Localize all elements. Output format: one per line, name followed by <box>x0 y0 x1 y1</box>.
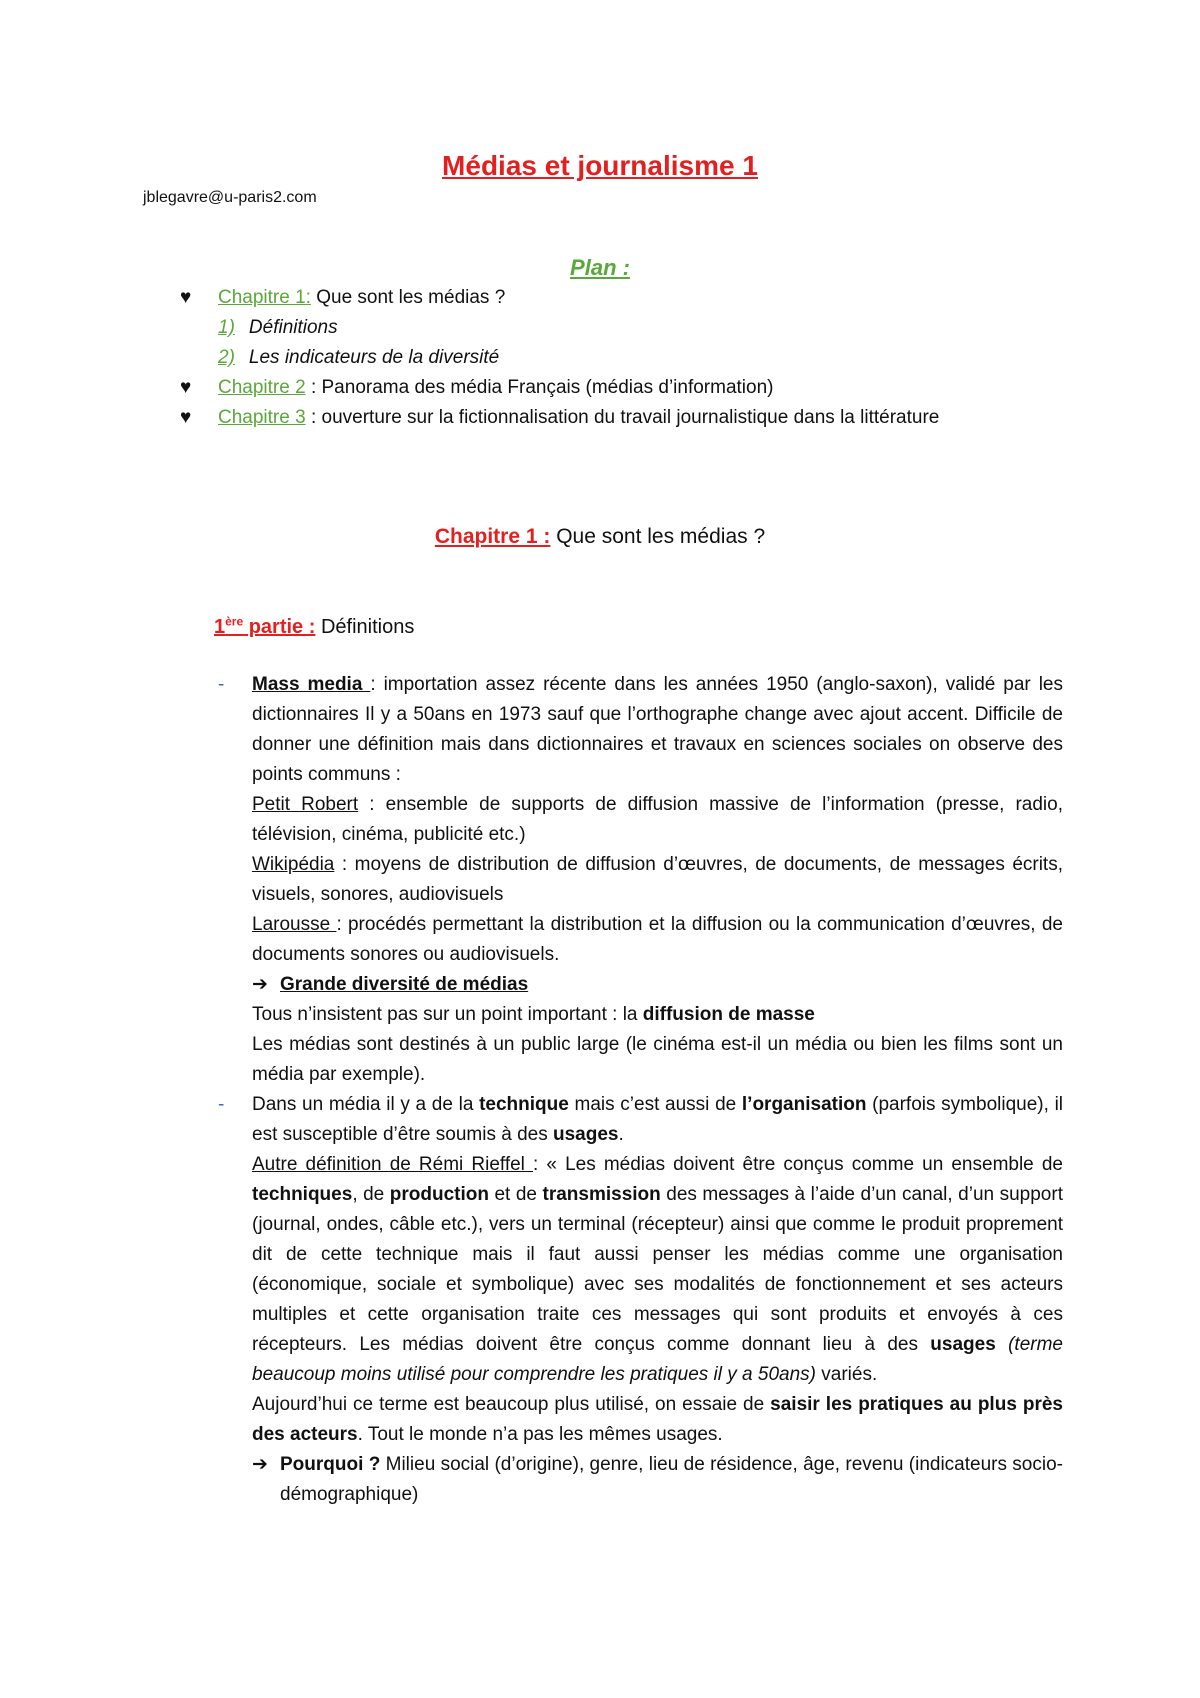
paragraph: Tous n’insistent pas sur un point important : la diffusion de masse <box>252 1004 815 1025</box>
toc-chapter-text: : Panorama des média Français (médias d’information) <box>305 377 774 398</box>
toc-sub-number: 1) <box>218 317 235 338</box>
table-of-contents <box>180 283 1100 433</box>
document-title: Médias et journalisme 1 <box>442 150 758 181</box>
toc-sub-item <box>180 313 1100 343</box>
paragraph: Wikipédia : moyens de distribution de diffusion d’œuvres, de documents, de messages écrits, visuels, sonores, audiovisuels <box>252 854 1063 905</box>
plan-heading: Plan : <box>570 255 630 280</box>
paragraph: Pourquoi ? Milieu social (d’origine), genre, lieu de résidence, âge, revenu (indicateurs socio-démographique) <box>280 1454 1063 1505</box>
chapter-label: Chapitre 1 : <box>434 525 551 548</box>
paragraph: Mass media : importation assez récente dans les années 1950 (anglo-saxon), validé par les dictionnaires Il y a 50ans en 1973 sauf que l’orthographe change avec ajout accent. Difficile de donner une définition mais dans dictionnaires et travaux en sciences sociales on observe des points communs : <box>252 674 1063 785</box>
part-1-heading <box>214 612 414 642</box>
toc-chapter-1 <box>180 283 1100 313</box>
arrow-right-icon: ➔ <box>252 974 268 995</box>
dash-bullet-icon: - <box>218 1094 225 1115</box>
part-title: Définitions <box>320 616 415 638</box>
toc-chapter-text: : ouverture sur la fictionnalisation du travail journalistique dans la littérature <box>305 407 940 428</box>
heart-icon: ♥ <box>180 377 192 398</box>
toc-chapter-label: Chapitre 1: <box>218 287 311 308</box>
bullet-organisation <box>218 1090 1063 1510</box>
bullet-mass-media <box>218 670 1063 1090</box>
arrow-right-icon: ➔ <box>252 1454 268 1475</box>
author-email: jblegavre@u-paris2.com <box>143 189 317 206</box>
paragraph: Petit Robert : ensemble de supports de diffusion massive de l’information (presse, radio, télévision, cinéma, publicité etc.) <box>252 794 1063 845</box>
toc-sub-item <box>180 343 1100 373</box>
arrow-point <box>252 1450 1063 1510</box>
paragraph: Autre définition de Rémi Rieffel : « Les médias doivent être conçus comme un ensemble de techniques, de production et de transmission des messages à l’aide d’un canal, d’un support (journal, ondes, câble etc.), vers un terminal (récepteur) ainsi que comme le produit proprement dit de cette technique mais il faut aussi penser les médias comme une organisation (économique, sociale et symbolique) avec ses modalités de fonctionnement et ses acteurs multiples et cette organisation traite ces messages qui sont produits et envoyés à ces récepteurs. Les médias doivent être conçus comme donnant lieu à des usages (terme beaucoup moins utilisé pour comprendre les pratiques il y a 50ans) variés. <box>252 1154 1063 1385</box>
document-body <box>218 670 1063 1510</box>
arrow-point: ➔ Grande diversité de médias <box>252 970 1063 1000</box>
dash-bullet-icon: - <box>218 674 225 695</box>
toc-chapter-2 <box>180 373 1100 403</box>
paragraph: Dans un média il y a de la technique mais c’est aussi de l’organisation (parfois symbolique), il est susceptible d’être soumis à des usages. <box>252 1094 1064 1145</box>
heart-icon: ♥ <box>180 407 192 428</box>
toc-chapter-3 <box>180 403 1100 433</box>
toc-chapter-label: Chapitre 3 <box>218 407 306 428</box>
toc-sub-number: 2) <box>218 347 235 368</box>
chapter-title: Que sont les médias ? <box>556 525 766 548</box>
part-label: 1ère partie : <box>214 614 316 638</box>
toc-sub-text: Les indicateurs de la diversité <box>248 347 500 368</box>
paragraph: Larousse : procédés permettant la distribution et la diffusion ou la communication d’œuvres, de documents sonores ou audiovisuels. <box>252 914 1063 965</box>
chapter-1-heading <box>0 522 1200 552</box>
toc-chapter-label: Chapitre 2 <box>218 377 306 398</box>
paragraph: Les médias sont destinés à un public large (le cinéma est-il un média ou bien les films sont un média par exemple). <box>252 1034 1063 1085</box>
paragraph: Aujourd’hui ce terme est beaucoup plus utilisé, on essaie de saisir les pratiques au plus près des acteurs. Tout le monde n’a pas les mêmes usages. <box>252 1394 1063 1445</box>
toc-chapter-text: Que sont les médias ? <box>310 287 506 308</box>
toc-sub-text: Définitions <box>248 317 338 338</box>
heart-icon: ♥ <box>180 287 192 308</box>
